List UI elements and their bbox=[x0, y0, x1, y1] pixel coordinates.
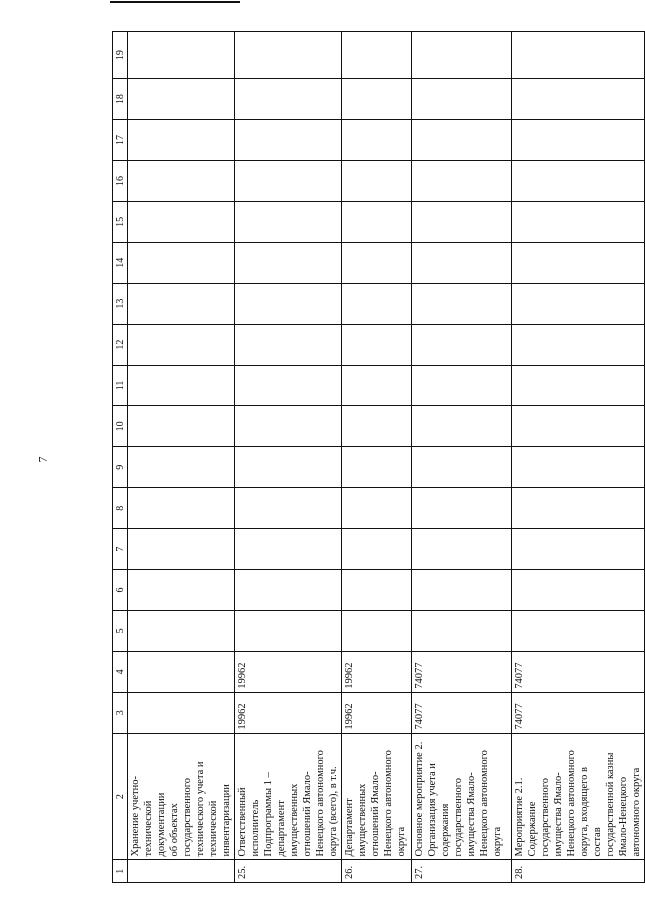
value-cell-3 bbox=[128, 692, 235, 733]
empty-cell-16 bbox=[412, 160, 512, 201]
empty-cell-6 bbox=[412, 570, 512, 611]
empty-cell-13 bbox=[512, 283, 645, 324]
row-name-cell: Ответственный исполнитель Подпрограммы 1 – департамент имущественных отношений Ямало- Ненецкого автономного округа (всего), в т.ч. bbox=[235, 733, 342, 860]
empty-cell-14 bbox=[342, 242, 412, 283]
budget-table bbox=[112, 31, 645, 883]
row-number-cell bbox=[128, 860, 235, 883]
empty-cell-12 bbox=[512, 324, 645, 365]
value-cell-3: 74077 bbox=[412, 692, 512, 733]
empty-cell-10 bbox=[128, 406, 235, 447]
empty-cell-13 bbox=[412, 283, 512, 324]
empty-cell-6 bbox=[128, 570, 235, 611]
header-cell-19: 19 bbox=[113, 32, 128, 79]
empty-cell-18 bbox=[235, 79, 342, 120]
header-cell-2: 2 bbox=[113, 733, 128, 860]
empty-cell-10 bbox=[342, 406, 412, 447]
empty-cell-10 bbox=[235, 406, 342, 447]
empty-cell-11 bbox=[512, 365, 645, 406]
table-row bbox=[128, 32, 235, 883]
empty-cell-17 bbox=[412, 120, 512, 161]
header-cell-6: 6 bbox=[113, 570, 128, 611]
header-cell-1: 1 bbox=[113, 860, 128, 883]
header-cell-8: 8 bbox=[113, 488, 128, 529]
value-cell-3: 19962 bbox=[342, 692, 412, 733]
empty-cell-9 bbox=[235, 447, 342, 488]
empty-cell-17 bbox=[512, 120, 645, 161]
row-number-cell: 27. bbox=[412, 860, 512, 883]
value-cell-3: 19962 bbox=[235, 692, 342, 733]
empty-cell-9 bbox=[128, 447, 235, 488]
table-row bbox=[342, 32, 412, 883]
row-name-cell: Мероприятие 2.1. Содержание государственного имущества Ямало- Ненецкого автономного округа, входящего в состав государственной казны Ямало-Ненецкого автономного округа bbox=[512, 733, 645, 860]
empty-cell-15 bbox=[512, 201, 645, 242]
empty-cell-15 bbox=[235, 201, 342, 242]
empty-cell-14 bbox=[235, 242, 342, 283]
table-row bbox=[235, 32, 342, 883]
empty-cell-15 bbox=[412, 201, 512, 242]
empty-cell-6 bbox=[235, 570, 342, 611]
empty-cell-16 bbox=[512, 160, 645, 201]
value-cell-4: 74077 bbox=[512, 651, 645, 692]
header-row bbox=[113, 32, 128, 883]
empty-cell-19 bbox=[235, 32, 342, 79]
header-cell-11: 11 bbox=[113, 365, 128, 406]
empty-cell-17 bbox=[235, 120, 342, 161]
empty-cell-12 bbox=[128, 324, 235, 365]
empty-cell-6 bbox=[342, 570, 412, 611]
empty-cell-13 bbox=[235, 283, 342, 324]
empty-cell-16 bbox=[128, 160, 235, 201]
row-name-cell: Основное мероприятие 2. Организация учета и содержания государственного имущества Ямало- Ненецкого автономного округа bbox=[412, 733, 512, 860]
empty-cell-5 bbox=[128, 610, 235, 651]
empty-cell-15 bbox=[342, 201, 412, 242]
table-row bbox=[512, 32, 645, 883]
empty-cell-5 bbox=[412, 610, 512, 651]
empty-cell-6 bbox=[512, 570, 645, 611]
header-cell-4: 4 bbox=[113, 651, 128, 692]
empty-cell-14 bbox=[128, 242, 235, 283]
row-name-cell: Департамент имущественных отношений Ямало- Ненецкого автономного округа bbox=[342, 733, 412, 860]
empty-cell-19 bbox=[128, 32, 235, 79]
empty-cell-7 bbox=[412, 529, 512, 570]
empty-cell-9 bbox=[512, 447, 645, 488]
empty-cell-12 bbox=[412, 324, 512, 365]
value-cell-4: 19962 bbox=[235, 651, 342, 692]
value-cell-3: 74077 bbox=[512, 692, 645, 733]
header-cell-18: 18 bbox=[113, 79, 128, 120]
row-number-cell: 26. bbox=[342, 860, 412, 883]
empty-cell-5 bbox=[235, 610, 342, 651]
rotated-table-page bbox=[112, 31, 642, 883]
page-number: 7 bbox=[35, 456, 50, 463]
empty-cell-17 bbox=[342, 120, 412, 161]
empty-cell-16 bbox=[235, 160, 342, 201]
header-cell-14: 14 bbox=[113, 242, 128, 283]
empty-cell-17 bbox=[128, 120, 235, 161]
top-rule bbox=[110, 1, 240, 3]
header-cell-3: 3 bbox=[113, 692, 128, 733]
empty-cell-8 bbox=[342, 488, 412, 529]
header-cell-5: 5 bbox=[113, 610, 128, 651]
empty-cell-7 bbox=[128, 529, 235, 570]
empty-cell-18 bbox=[412, 79, 512, 120]
header-cell-16: 16 bbox=[113, 160, 128, 201]
header-cell-17: 17 bbox=[113, 120, 128, 161]
empty-cell-8 bbox=[128, 488, 235, 529]
empty-cell-13 bbox=[128, 283, 235, 324]
empty-cell-14 bbox=[412, 242, 512, 283]
empty-cell-9 bbox=[412, 447, 512, 488]
empty-cell-15 bbox=[128, 201, 235, 242]
table-row bbox=[412, 32, 512, 883]
header-cell-9: 9 bbox=[113, 447, 128, 488]
empty-cell-11 bbox=[342, 365, 412, 406]
empty-cell-19 bbox=[342, 32, 412, 79]
empty-cell-14 bbox=[512, 242, 645, 283]
empty-cell-7 bbox=[342, 529, 412, 570]
empty-cell-9 bbox=[342, 447, 412, 488]
empty-cell-11 bbox=[412, 365, 512, 406]
empty-cell-11 bbox=[235, 365, 342, 406]
value-cell-4: 74077 bbox=[412, 651, 512, 692]
empty-cell-8 bbox=[235, 488, 342, 529]
empty-cell-10 bbox=[412, 406, 512, 447]
header-cell-7: 7 bbox=[113, 529, 128, 570]
empty-cell-12 bbox=[342, 324, 412, 365]
empty-cell-18 bbox=[512, 79, 645, 120]
empty-cell-18 bbox=[342, 79, 412, 120]
row-number-cell: 25. bbox=[235, 860, 342, 883]
empty-cell-5 bbox=[512, 610, 645, 651]
header-cell-12: 12 bbox=[113, 324, 128, 365]
header-cell-13: 13 bbox=[113, 283, 128, 324]
empty-cell-19 bbox=[412, 32, 512, 79]
empty-cell-12 bbox=[235, 324, 342, 365]
header-cell-10: 10 bbox=[113, 406, 128, 447]
header-cell-15: 15 bbox=[113, 201, 128, 242]
value-cell-4 bbox=[128, 651, 235, 692]
empty-cell-13 bbox=[342, 283, 412, 324]
empty-cell-5 bbox=[342, 610, 412, 651]
empty-cell-8 bbox=[412, 488, 512, 529]
empty-cell-7 bbox=[235, 529, 342, 570]
empty-cell-7 bbox=[512, 529, 645, 570]
row-name-cell: Хранение учетно- технической документации об объектах государственного технического учета и технической инвентаризации bbox=[128, 733, 235, 860]
empty-cell-8 bbox=[512, 488, 645, 529]
value-cell-4: 19962 bbox=[342, 651, 412, 692]
empty-cell-10 bbox=[512, 406, 645, 447]
empty-cell-19 bbox=[512, 32, 645, 79]
empty-cell-11 bbox=[128, 365, 235, 406]
row-number-cell: 28. bbox=[512, 860, 645, 883]
empty-cell-18 bbox=[128, 79, 235, 120]
empty-cell-16 bbox=[342, 160, 412, 201]
